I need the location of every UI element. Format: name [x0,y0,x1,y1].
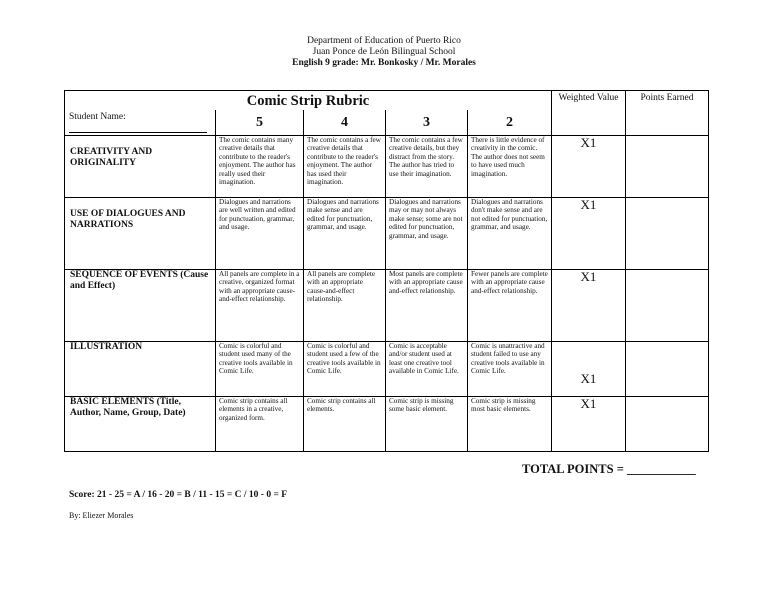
criterion-name: CREATIVITY AND ORIGINALITY [65,136,216,198]
descriptor-cell: Fewer panels are complete with an appropriate cause and-effect relationship. [468,270,552,342]
descriptor-cell: All panels are complete with an appropriate cause-and-effect relationship. [304,270,386,342]
descriptor-cell: Most panels are complete with an appropriate cause and-effect relationship. [386,270,468,342]
descriptor-cell: Comic strip is missing most basic elements. [468,397,552,452]
criterion-name: BASIC ELEMENTS (Title, Author, Name, Group, Date) [65,397,216,452]
author-credit: By: Eliezer Morales [69,511,134,520]
descriptor-cell: Dialogues and narrations make sense and are edited for punctuation, grammar, and usage. [304,198,386,270]
rubric-title: Comic Strip Rubric [65,91,552,111]
student-name-label: Student Name: [69,112,126,122]
level-4-header: 4 [304,110,386,136]
score-scale: Score: 21 - 25 = A / 16 - 20 = B / 11 - 15 = C / 10 - 0 = F [69,490,288,500]
descriptor-cell: Comic is acceptable and/or student used at least one creative tool available in Comic Life. [386,342,468,397]
header-course: English 9 grade: Mr. Bonkosky / Mr. Morales [292,58,476,68]
criterion-name: ILLUSTRATION [65,342,216,397]
rubric-table [64,90,709,452]
weight-value: X1 [552,198,626,270]
descriptor-cell: Comic strip contains all elements in a creative, organized form. [216,397,304,452]
level-3-header: 3 [386,110,468,136]
student-name-cell [65,110,216,136]
descriptor-cell: The comic contains a few creative details, but they distract from the story. The author has tried to use their imagination. [386,136,468,198]
student-name-blank[interactable] [69,124,207,133]
descriptor-cell: Comic is unattractive and student failed to use any creative tools available in Comic Life. [468,342,552,397]
descriptor-cell: Comic is colorful and student used a few of the creative tools available in Comic Life. [304,342,386,397]
points-earned-cell[interactable] [626,397,709,452]
criterion-row [65,270,709,342]
criterion-row [65,342,709,397]
points-earned-header: Points Earned [626,91,709,136]
weighted-value-header: Weighted Value [552,91,626,136]
points-earned-cell[interactable] [626,270,709,342]
descriptor-cell: Comic strip is missing some basic element. [386,397,468,452]
weight-value: X1 [552,397,626,452]
level-2-header: 2 [468,110,552,136]
descriptor-cell: The comic contains many creative details that contribute to the reader's enjoyment. The author has really used their imagination. [216,136,304,198]
descriptor-cell: There is little evidence of creativity in the comic. The author does not seem to have used much imagination. [468,136,552,198]
weight-value: X1 [552,270,626,342]
points-earned-cell[interactable] [626,198,709,270]
descriptor-cell: Comic strip contains all elements. [304,397,386,452]
criterion-name: USE OF DIALOGUES AND NARRATIONS [65,198,216,270]
criterion-row [65,397,709,452]
points-earned-cell[interactable] [626,136,709,198]
descriptor-cell: Comic is colorful and student used many of the creative tools available in Comic Life. [216,342,304,397]
criterion-name: SEQUENCE OF EVENTS (Cause and Effect) [65,270,216,342]
descriptor-cell: Dialogues and narrations don't make sense and are not edited for punctuation, grammar, and usage. [468,198,552,270]
points-earned-cell[interactable] [626,342,709,397]
criterion-row [65,198,709,270]
descriptor-cell: All panels are complete in a creative, organized format with an appropriate cause-and-effect relationship. [216,270,304,342]
level-5-header: 5 [216,110,304,136]
weight-value: X1 [552,342,626,397]
total-points-label: TOTAL POINTS = ___________ [522,462,696,476]
criterion-row [65,136,709,198]
header-school: Juan Ponce de León Bilingual School [312,47,456,57]
descriptor-cell: Dialogues and narrations may or may not always make sense; some are not edited for punctuation, grammar, and usage. [386,198,468,270]
weight-value: X1 [552,136,626,198]
descriptor-cell: The comic contains a few creative details that contribute to the reader's enjoyment. The author has used their imagination. [304,136,386,198]
header-department: Department of Education of Puerto Rico [307,36,461,46]
descriptor-cell: Dialogues and narrations are well written and edited for punctuation, grammar, and usage. [216,198,304,270]
